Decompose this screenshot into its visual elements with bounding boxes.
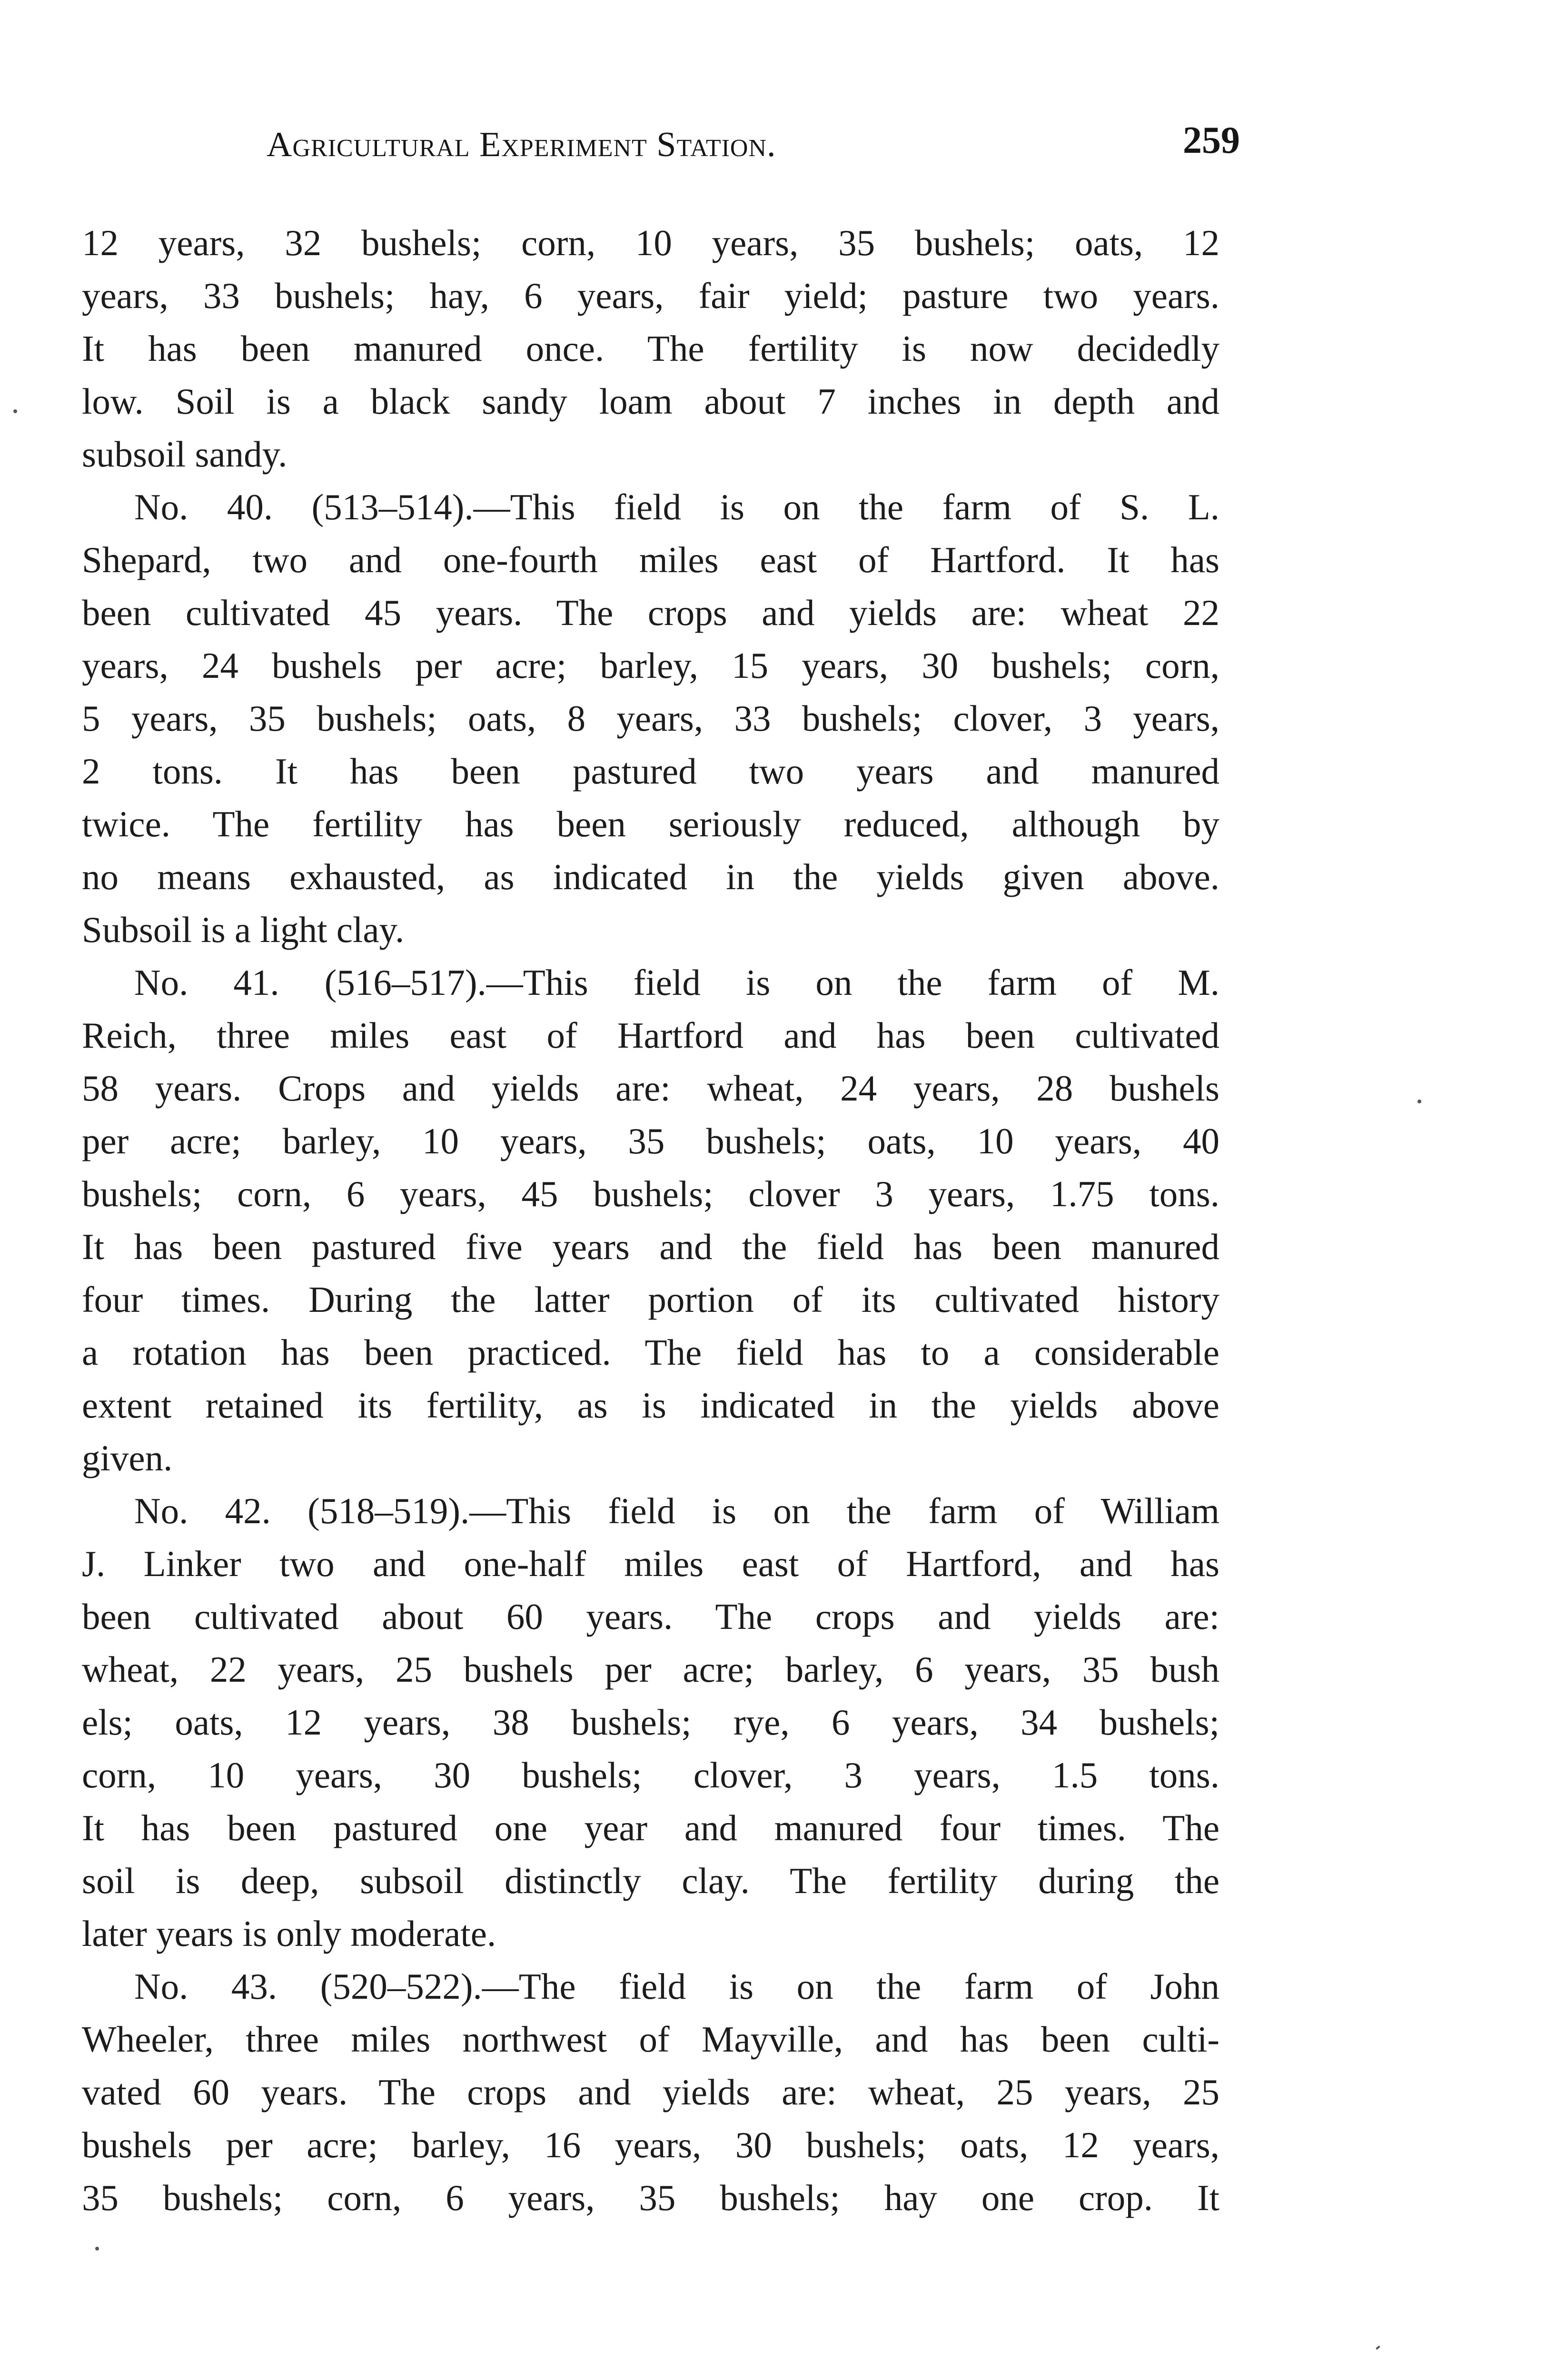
text-line: no means exhausted, as indicated in the yields given above.: [82, 856, 1219, 897]
text-line: soil is deep, subsoil distinctly clay. The fertility during the: [82, 1860, 1219, 1901]
text-line: It has been pastured one year and manured four times. The: [82, 1807, 1219, 1848]
text-line: 12 years, 32 bushels; corn, 10 years, 35 bushels; oats, 12: [82, 222, 1219, 263]
text-line: It has been pastured five years and the field has been manured: [82, 1226, 1219, 1267]
text-line: years, 33 bushels; hay, 6 years, fair yield; pasture two years.: [82, 275, 1219, 316]
text-line: four times. During the latter portion of its cultivated history: [82, 1279, 1219, 1320]
text-line: per acre; barley, 10 years, 35 bushels; oats, 10 years, 40: [82, 1121, 1219, 1161]
text-line: later years is only moderate.: [82, 1913, 496, 1954]
text-line: 58 years. Crops and yields are: wheat, 24 years, 28 bushels: [82, 1068, 1219, 1109]
page-number: 259: [1183, 119, 1240, 161]
text-line: bushels per acre; barley, 16 years, 30 bushels; oats, 12 years,: [82, 2124, 1219, 2165]
text-line: been cultivated 45 years. The crops and yields are: wheat 22: [82, 592, 1219, 633]
text-line: It has been manured once. The fertility is now decidedly: [82, 328, 1219, 369]
paragraph-start-no-43: No. 43. (520–522).—The field is on the farm of John: [134, 1966, 1219, 2007]
text-line: corn, 10 years, 30 bushels; clover, 3 years, 1.5 tons.: [82, 1755, 1219, 1795]
text-line: J. Linker two and one-half miles east of Hartford, and has: [82, 1543, 1219, 1584]
text-line: Subsoil is a light clay.: [82, 909, 405, 950]
text-line: bushels; corn, 6 years, 45 bushels; clover 3 years, 1.75 tons.: [82, 1173, 1219, 1214]
paragraph-start-no-41: No. 41. (516–517).—This field is on the farm of M.: [134, 962, 1219, 1003]
text-line: els; oats, 12 years, 38 bushels; rye, 6 years, 34 bushels;: [82, 1702, 1219, 1743]
text-line: vated 60 years. The crops and yields are: wheat, 25 years, 25: [82, 2072, 1219, 2112]
text-line: 5 years, 35 bushels; oats, 8 years, 33 bushels; clover, 3 years,: [82, 698, 1219, 739]
text-line: twice. The fertility has been seriously reduced, although by: [82, 803, 1219, 844]
text-line: been cultivated about 60 years. The crops and yields are:: [82, 1596, 1219, 1637]
text-line: Shepard, two and one-fourth miles east of Hartford. It has: [82, 539, 1219, 580]
text-line: extent retained its fertility, as is indicated in the yields above: [82, 1385, 1219, 1426]
text-line: subsoil sandy.: [82, 434, 287, 475]
text-line: years, 24 bushels per acre; barley, 15 years, 30 bushels; corn,: [82, 645, 1219, 686]
text-line: 2 tons. It has been pastured two years and manured: [82, 751, 1219, 792]
scan-speck: [13, 409, 17, 413]
text-line: low. Soil is a black sandy loam about 7 inches in depth and: [82, 381, 1219, 422]
paragraph-start-no-42: No. 42. (518–519).—This field is on the farm of William: [134, 1490, 1219, 1531]
scan-speck: [1417, 1100, 1421, 1103]
text-line: given.: [82, 1438, 173, 1478]
text-line: a rotation has been practiced. The field has to a considerable: [82, 1332, 1219, 1373]
text-line: Wheeler, three miles northwest of Mayville, and has been culti-: [82, 2019, 1219, 2060]
scan-speck: [1376, 2345, 1380, 2350]
paragraph-start-no-40: No. 40. (513–514).—This field is on the farm of S. L.: [134, 486, 1219, 527]
text-line: wheat, 22 years, 25 bushels per acre; barley, 6 years, 35 bush: [82, 1649, 1219, 1690]
text-line: Reich, three miles east of Hartford and has been cultivated: [82, 1015, 1219, 1056]
text-line: 35 bushels; corn, 6 years, 35 bushels; hay one crop. It: [82, 2177, 1219, 2218]
running-head-title: Agricultural Experiment Station.: [267, 125, 776, 164]
body-text: [82, 217, 1219, 2224]
scan-speck: [95, 2247, 99, 2251]
